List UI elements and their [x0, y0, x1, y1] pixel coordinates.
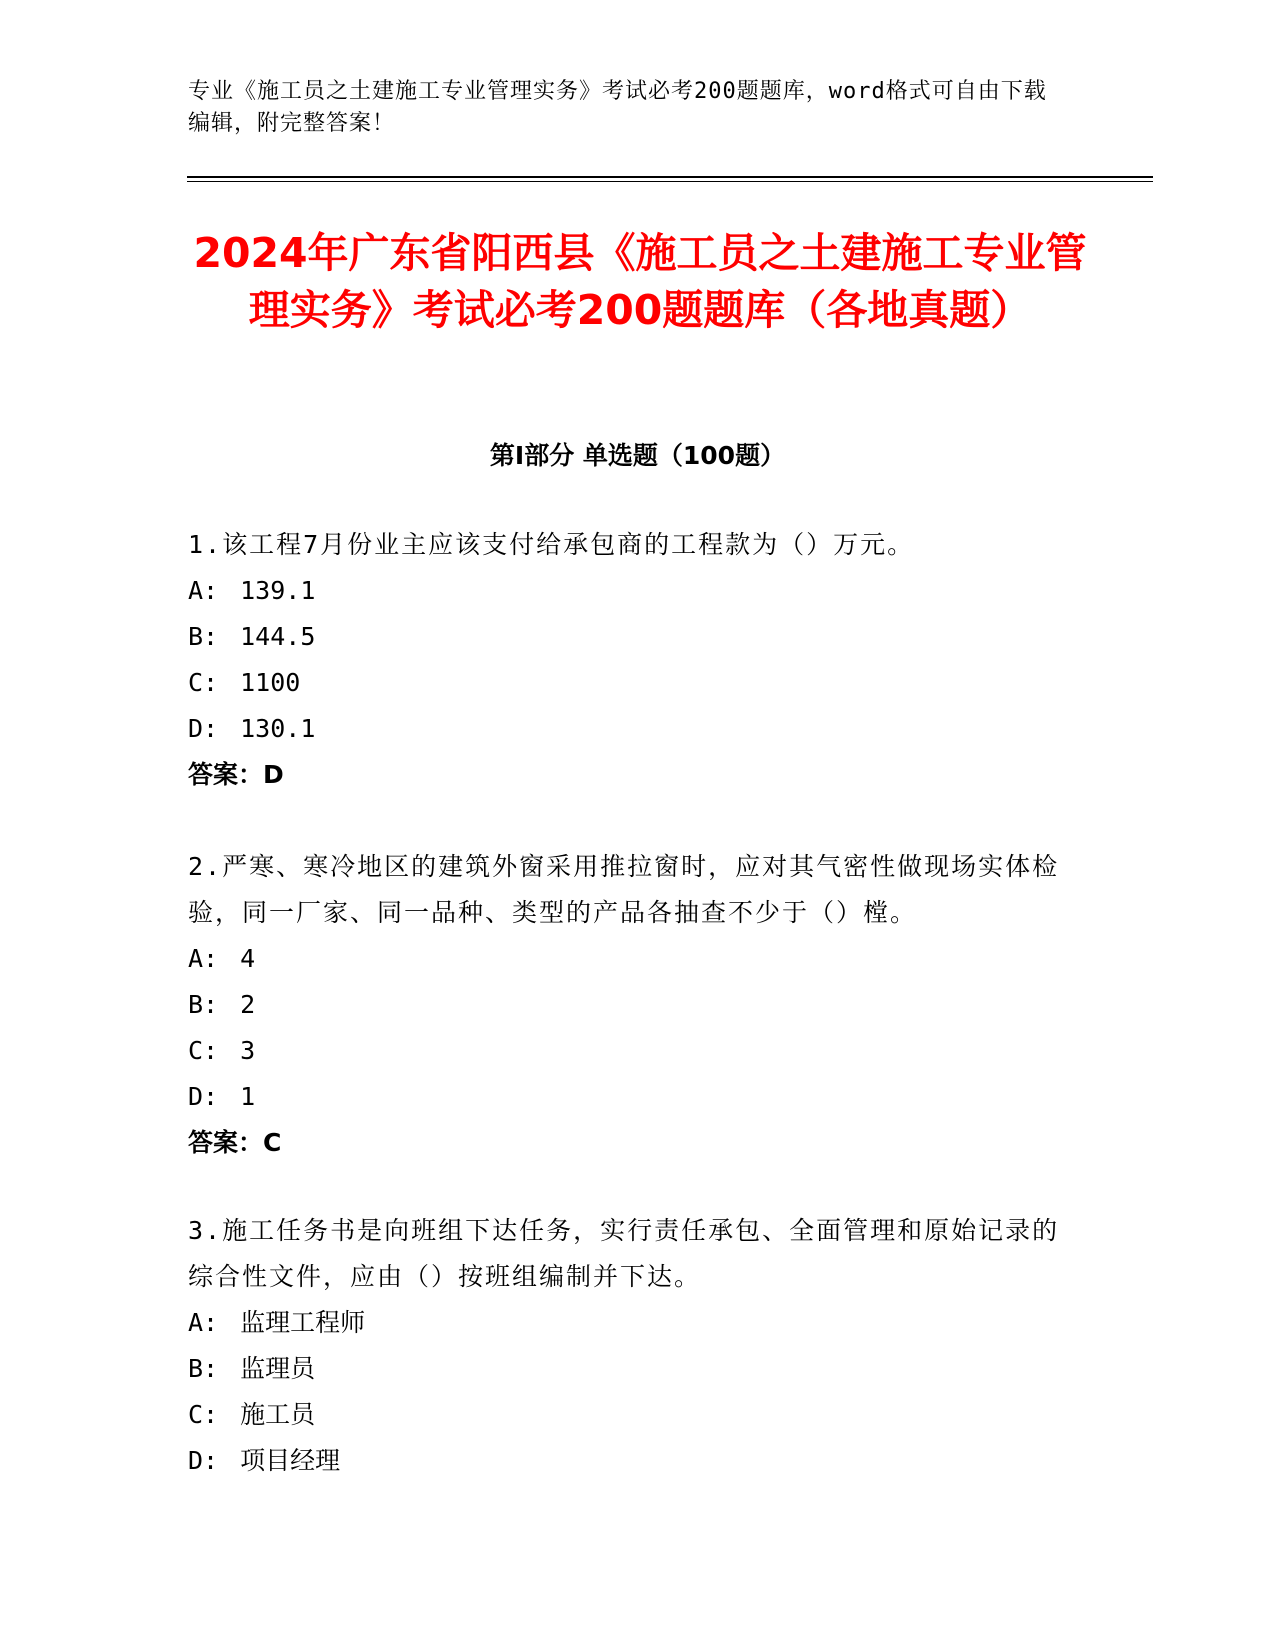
section-heading: 第I部分 单选题（100题） [489, 441, 786, 470]
option-value: 1100 [240, 668, 301, 697]
option-b [188, 614, 1068, 660]
option-letter: C: [188, 1400, 219, 1429]
option-value: 监理工程师 [240, 1308, 366, 1337]
option-c [188, 1392, 1068, 1438]
option-value: 3 [240, 1036, 256, 1065]
option-value: 4 [240, 944, 256, 973]
document-title: 2024年广东省阳西县《施工员之土建施工专业管理实务》考试必考200题题库（各地真题） [193, 229, 1087, 334]
question-1 [188, 522, 1068, 798]
option-letter: A: [188, 1308, 219, 1337]
header-rule [187, 176, 1153, 178]
option-c [188, 660, 1068, 706]
option-d [188, 1074, 1068, 1120]
option-letter: D: [188, 1446, 219, 1475]
question-stem: 2.严寒、寒冷地区的建筑外窗采用推拉窗时，应对其气密性做现场实体检验，同一厂家、同一品种、类型的产品各抽查不少于（）樘。 [188, 852, 1060, 927]
option-letter: D: [188, 714, 219, 743]
header-note: 专业《施工员之土建施工专业管理实务》考试必考200题题库，word格式可自由下载编辑，附完整答案！ [188, 79, 1047, 136]
option-c [188, 1028, 1068, 1074]
option-value: 2 [240, 990, 256, 1019]
option-letter: C: [188, 1036, 219, 1065]
option-a [188, 936, 1068, 982]
option-letter: B: [188, 622, 219, 651]
option-value: 监理员 [240, 1354, 316, 1383]
option-a [188, 568, 1068, 614]
header-rule-thin [187, 181, 1153, 182]
option-b [188, 1346, 1068, 1392]
option-d [188, 1438, 1068, 1484]
option-letter: C: [188, 668, 219, 697]
answer-line: 答案：D [188, 760, 284, 789]
option-letter: B: [188, 990, 219, 1019]
option-d [188, 706, 1068, 752]
option-value: 130.1 [240, 714, 316, 743]
option-value: 1 [240, 1082, 256, 1111]
option-value: 144.5 [240, 622, 316, 651]
option-value: 施工员 [240, 1400, 316, 1429]
option-letter: A: [188, 576, 219, 605]
question-2 [188, 844, 1068, 1166]
option-value: 项目经理 [240, 1446, 341, 1475]
question-stem: 1.该工程7月份业主应该支付给承包商的工程款为（）万元。 [188, 530, 915, 559]
option-b [188, 982, 1068, 1028]
answer-line: 答案：C [188, 1128, 282, 1157]
question-3 [188, 1208, 1068, 1484]
option-a [188, 1300, 1068, 1346]
option-letter: A: [188, 944, 219, 973]
option-value: 139.1 [240, 576, 316, 605]
option-letter: D: [188, 1082, 219, 1111]
option-letter: B: [188, 1354, 219, 1383]
question-stem: 3.施工任务书是向班组下达任务，实行责任承包、全面管理和原始记录的综合性文件，应由（）按班组编制并下达。 [188, 1216, 1060, 1291]
